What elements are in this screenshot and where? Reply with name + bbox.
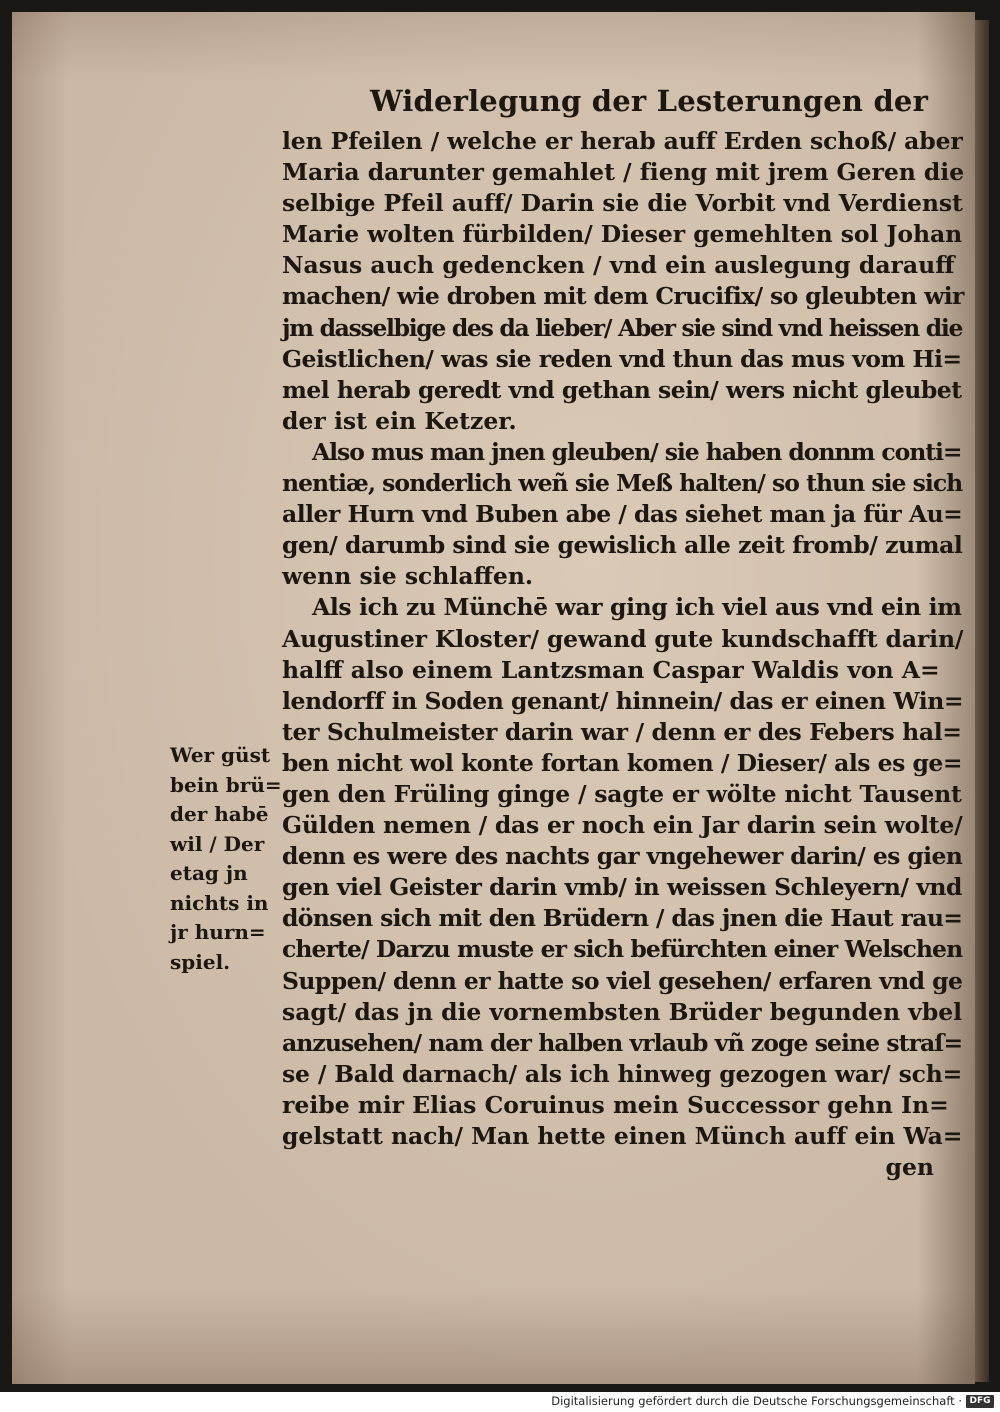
text-line: wenn sie schlaffen. — [282, 562, 534, 591]
text-line: selbige Pfeil auff/ Darin sie die Vorbit vnd Verdienst — [282, 189, 963, 218]
footer — [0, 1392, 1000, 1412]
text-line: machen/ wie droben mit dem Crucifix/ so gleubten wir — [282, 282, 964, 311]
text-line: sagt/ das jn die vornembsten Brüder begunden vbel — [282, 997, 963, 1026]
text-line: Suppen/ denn er hatte so viel gesehen/ erfaren vnd ge — [282, 966, 963, 995]
marginal-note-line: jr hurn= — [170, 920, 266, 944]
text-line: Marie wolten fürbilden/ Dieser gemehlten sol Johan — [282, 220, 963, 249]
text-line: Augustiner Kloster/ gewand gute kundschafft darin/ — [282, 624, 964, 653]
text-line: gen — [885, 1153, 934, 1182]
page-edge — [975, 20, 989, 1382]
text-line: nentiæ, sonderlich weñ sie Meß halten/ so thun sie sich — [282, 469, 963, 498]
text-line: Maria darunter gemahlet / fieng mit jrem Geren die — [282, 158, 965, 187]
text-line: gen den Früling ginge / sagte er wölte nicht Tausent — [282, 779, 962, 808]
marginal-note-line: wil / Der — [170, 831, 265, 856]
text-line: aller Hurn vnd Buben abe / das siehet man ja für Au= — [282, 500, 963, 529]
marginal-note-line: der habē — [170, 802, 269, 826]
text-line: cherte/ Darzu muste er sich befürchten einer Welschen — [282, 935, 963, 964]
body-text — [282, 126, 965, 1183]
text-line: Gülden nemen / das er noch ein Jar darin sein wolte/ — [282, 811, 963, 840]
marginal-note-line: nichts in — [170, 890, 269, 915]
text-line: Als ich zu Münchē war ging ich viel aus vnd ein im — [312, 593, 962, 622]
text-line: se / Bald darnach/ als ich hinweg gezogen war/ sch= — [282, 1059, 963, 1088]
text-line: anzusehen/ nam der halben vrlaub vñ zoge seine straſ= — [282, 1028, 963, 1057]
text-line: ben nicht wol konte fortan komen / Dieser/ als es ge= — [282, 748, 963, 777]
text-line: jm dasselbige des da lieber/ Aber sie sind vnd heissen die — [282, 313, 963, 342]
text-line: denn es were des nachts gar vngehewer darin/ es gien — [282, 842, 963, 871]
text-line: Also mus man jnen gleuben/ sie haben donnm conti= — [312, 437, 962, 466]
funding-notice: Digitalisierung gefördert durch die Deutsche Forschungsgemeinschaft · — [551, 1394, 962, 1408]
text-line: Nasus auch gedencken / vnd ein auslegung darauff — [282, 251, 955, 280]
text-line: dönsen sich mit den Brüdern / das jnen die Haut rau= — [282, 904, 963, 933]
text-line: der ist ein Ketzer. — [282, 406, 517, 435]
marginal-note-line: bein brü= — [170, 772, 282, 797]
running-head: Widerlegung der Lesterungen der — [370, 84, 929, 118]
text-line: mel herab geredt vnd gethan sein/ wers nicht gleubet — [282, 375, 962, 404]
text-line: halff also einem Lantzsman Caspar Waldis von A= — [282, 655, 940, 684]
marginal-note-line: spiel. — [170, 949, 231, 974]
marginal-note — [170, 741, 280, 977]
dfg-logo: DFG — [966, 1395, 994, 1408]
text-line: reibe mir Elias Coruinus mein Successor gehn In= — [282, 1090, 949, 1119]
text-line: gen/ darumb sind sie gewislich alle zeit fromb/ zumal — [282, 531, 963, 560]
text-line: gen viel Geister darin vmb/ in weissen Schleyern/ vnd — [282, 873, 963, 902]
text-line: len Pfeilen / welche er herab auff Erden schoß/ aber — [282, 127, 963, 155]
text-line: lendorff in Soden genant/ hinnein/ das er einen Win= — [282, 686, 964, 715]
text-line: gelstatt nach/ Man hette einen Münch auff ein Wa= — [282, 1122, 963, 1150]
text-line: Geistlichen/ was sie reden vnd thun das mus vom Hi= — [282, 344, 962, 373]
marginal-note-line: etag jn — [170, 861, 248, 885]
marginal-note-line: Wer güst — [170, 743, 271, 767]
text-line: ter Schulmeister darin war / denn er des Febers hal= — [282, 717, 962, 746]
